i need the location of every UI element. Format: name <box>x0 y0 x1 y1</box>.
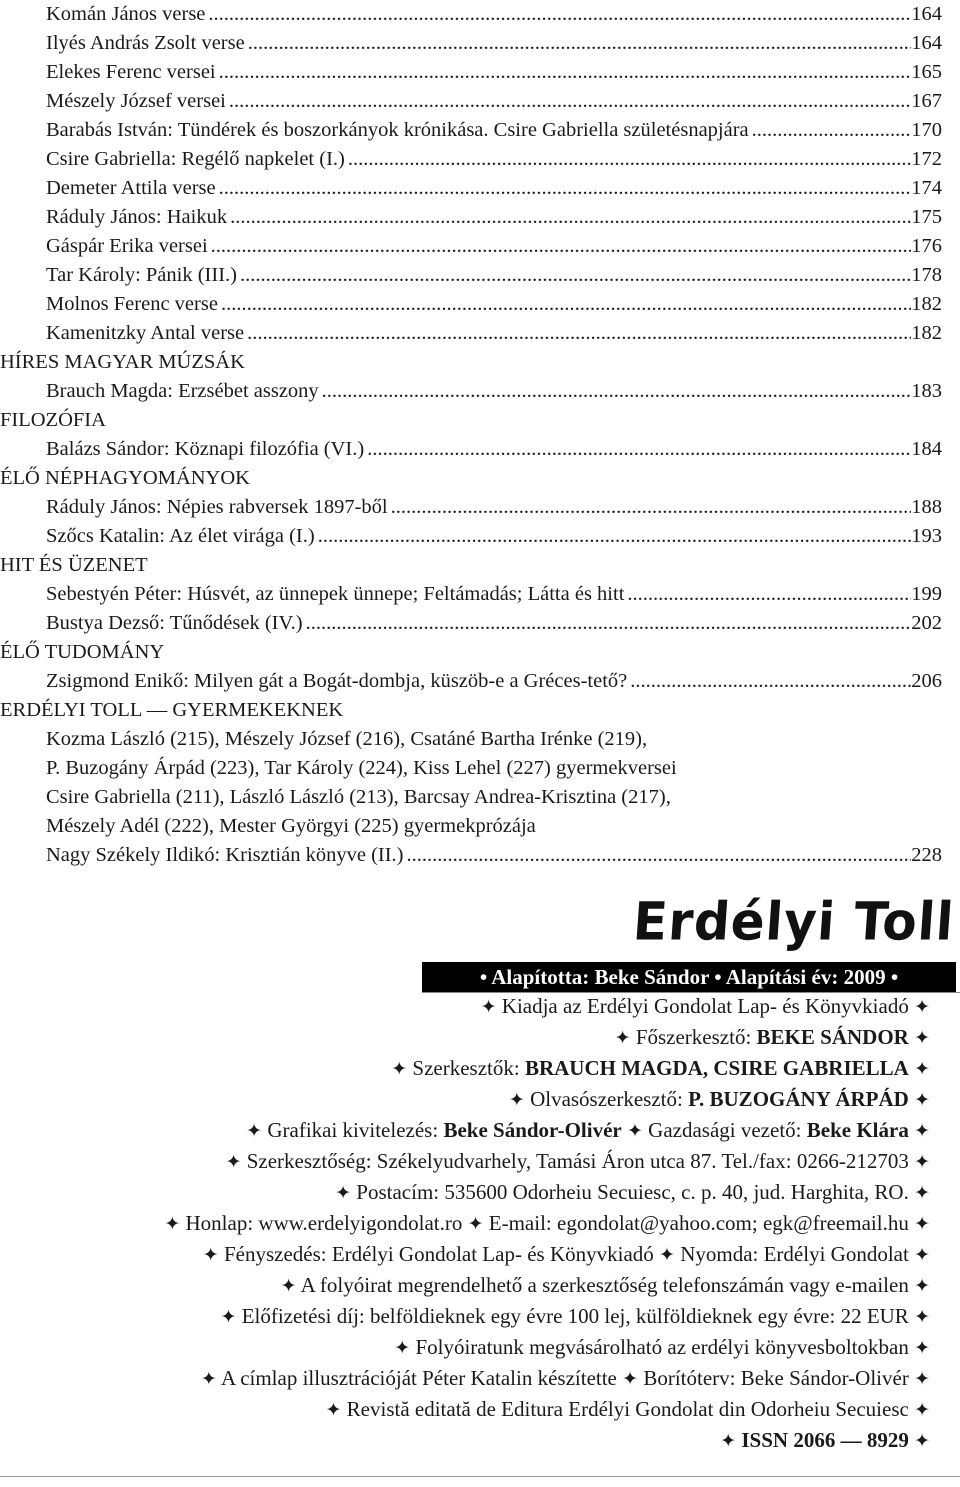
toc-entry <box>0 493 960 522</box>
toc-entry <box>0 812 960 841</box>
entry-title: Kozma László (215), Mészely József (216), Csatáné Bartha Irénke (219), <box>46 728 648 750</box>
dot-leader <box>221 290 911 319</box>
star-icon: ✦ <box>325 1399 342 1421</box>
toc-entry <box>0 116 960 145</box>
dot-leader <box>322 377 912 406</box>
dot-leader <box>752 116 912 145</box>
dot-leader <box>219 58 912 87</box>
dot-leader <box>348 145 911 174</box>
toc-entry <box>0 290 960 319</box>
dot-leader <box>318 522 912 551</box>
section-title: FILOZÓFIA <box>0 409 106 431</box>
page-number: 228 <box>911 844 942 866</box>
entry-title: Ilyés András Zsolt verse <box>46 32 245 54</box>
toc-entry <box>0 261 960 290</box>
colophon-text: Főszerkesztő: <box>635 1025 757 1049</box>
page-number: 193 <box>911 525 942 547</box>
star-icon: ✦ <box>335 1182 352 1204</box>
colophon-line <box>0 1115 930 1146</box>
colophon <box>0 991 930 1456</box>
colophon-text: Borítóterv: Beke Sándor-Olivér <box>643 1366 909 1390</box>
toc-section-heading <box>0 638 960 667</box>
dot-leader <box>211 232 912 261</box>
colophon-emphasis: ISSN 2066 — 8929 <box>741 1428 909 1452</box>
entry-title: Barabás István: Tündérek és boszorkányok krónikása. Csire Gabriella születésnapjára <box>46 119 749 141</box>
entry-title: Csire Gabriella: Regélő napkelet (I.) <box>46 148 345 170</box>
star-icon: ✦ <box>914 1151 930 1173</box>
entry-title: Szőcs Katalin: Az élet virága (I.) <box>46 525 315 547</box>
colophon-line <box>0 1301 930 1332</box>
section-title: ÉLŐ TUDOMÁNY <box>0 641 165 663</box>
colophon-text: Olvasószerkesztő: <box>530 1087 689 1111</box>
page-number: 164 <box>911 3 942 25</box>
entry-title: Tar Károly: Pánik (III.) <box>46 264 237 286</box>
colophon-text: Nyomda: Erdélyi Gondolat <box>680 1242 909 1266</box>
star-icon: ✦ <box>246 1120 263 1142</box>
dot-leader <box>208 0 911 29</box>
star-icon: ✦ <box>391 1058 408 1080</box>
dot-leader <box>367 435 911 464</box>
entry-title: Sebestyén Péter: Húsvét, az ünnepek ünnepe; Feltámadás; Látta és hitt <box>46 583 625 605</box>
star-icon: ✦ <box>720 1430 737 1452</box>
colophon-text: Postacím: 535600 Odorheiu Secuiesc, c. p. 40, jud. Harghita, RO. <box>356 1180 909 1204</box>
colophon-emphasis: BEKE SÁNDOR <box>756 1025 909 1049</box>
star-icon: ✦ <box>914 1027 930 1049</box>
toc-section-heading <box>0 551 960 580</box>
star-icon: ✦ <box>914 1306 930 1328</box>
star-icon: ✦ <box>914 1182 930 1204</box>
entry-title: Csire Gabriella (211), László László (213), Barcsay Andrea-Krisztina (217), <box>46 786 671 808</box>
page-number: 164 <box>911 32 942 54</box>
star-icon: ✦ <box>480 996 497 1018</box>
toc-entry <box>0 145 960 174</box>
founder-bar: • Alapította: Beke Sándor • Alapítási év: 2009 • <box>422 962 956 992</box>
star-icon: ✦ <box>914 1430 930 1452</box>
toc-section-heading <box>0 696 960 725</box>
entry-title: Mészely Adél (222), Mester Györgyi (225) gyermekprózája <box>46 815 536 837</box>
colophon-text: E-mail: egondolat@yahoo.com; egk@freemail.hu <box>488 1211 909 1235</box>
dot-leader <box>248 29 912 58</box>
entry-title: Balázs Sándor: Köznapi filozófia (VI.) <box>46 438 365 460</box>
toc-entry <box>0 232 960 261</box>
star-icon: ✦ <box>202 1244 219 1266</box>
entry-title: Ráduly János: Népies rabversek 1897-ből <box>46 496 388 518</box>
page-number: 184 <box>911 438 942 460</box>
entry-title: Bustya Dezső: Tűnődések (IV.) <box>46 612 303 634</box>
star-icon: ✦ <box>622 1368 639 1390</box>
star-icon: ✦ <box>914 1058 930 1080</box>
colophon-text: Szerkesztőség: Székelyudvarhely, Tamási Áron utca 87. Tel./fax: 0266-212703 <box>246 1149 909 1173</box>
page-number: 202 <box>911 612 942 634</box>
page-number: 176 <box>911 235 942 257</box>
colophon-text: Kiadja az Erdélyi Gondolat Lap- és Könyvkiadó <box>501 994 909 1018</box>
toc-entry <box>0 841 960 870</box>
colophon-line <box>0 1239 930 1270</box>
entry-title: Molnos Ferenc verse <box>46 293 218 315</box>
dot-leader <box>219 174 912 203</box>
star-icon: ✦ <box>914 1120 930 1142</box>
star-icon: ✦ <box>508 1089 525 1111</box>
page-number: 182 <box>911 322 942 344</box>
colophon-text: Honlap: www.erdelyigondolat.ro <box>185 1211 463 1235</box>
star-icon: ✦ <box>914 1368 930 1390</box>
dot-leader <box>391 493 912 522</box>
toc-entry <box>0 0 960 29</box>
colophon-line <box>0 1394 930 1425</box>
section-title: ERDÉLYI TOLL — GYERMEKEKNEK <box>0 699 344 721</box>
entry-title: Mészely József versei <box>46 90 226 112</box>
colophon-line <box>0 1053 930 1084</box>
dot-leader <box>306 609 912 638</box>
toc-entry <box>0 725 960 754</box>
toc-entry <box>0 580 960 609</box>
toc-entry <box>0 435 960 464</box>
colophon-line <box>0 1425 930 1456</box>
page-number: 199 <box>911 583 942 605</box>
colophon-text: Folyóiratunk megvásárolható az erdélyi könyvesboltokban <box>415 1335 909 1359</box>
toc-entry <box>0 609 960 638</box>
star-icon: ✦ <box>914 1089 930 1111</box>
dot-leader <box>240 261 911 290</box>
colophon-emphasis: P. BUZOGÁNY ÁRPÁD <box>688 1087 909 1111</box>
star-icon: ✦ <box>914 1213 930 1235</box>
toc-entry <box>0 667 960 696</box>
dot-leader <box>407 841 912 870</box>
entry-title: Nagy Székely Ildikó: Krisztián könyve (II.) <box>46 844 404 866</box>
erdelyi-toll-logo: Erdélyi Toll <box>631 891 957 953</box>
entry-title: Kamenitzky Antal verse <box>46 322 245 344</box>
page-number: 172 <box>911 148 942 170</box>
dot-leader <box>230 203 911 232</box>
colophon-line <box>0 1208 930 1239</box>
star-icon: ✦ <box>394 1337 411 1359</box>
colophon-line <box>0 1177 930 1208</box>
star-icon: ✦ <box>914 996 930 1018</box>
entry-title: Elekes Ferenc versei <box>46 61 216 83</box>
section-title: HIT ÉS ÜZENET <box>0 554 148 576</box>
entry-title: Komán János verse <box>46 3 206 25</box>
page-number: 182 <box>911 293 942 315</box>
colophon-text: A folyóirat megrendelhető a szerkesztőség telefonszámán vagy e-mailen <box>300 1273 909 1297</box>
toc-entry <box>0 783 960 812</box>
colophon-text: Szerkesztők: <box>412 1056 525 1080</box>
star-icon: ✦ <box>467 1213 484 1235</box>
entry-title: Gáspár Erika versei <box>46 235 208 257</box>
colophon-text: Grafikai kivitelezés: <box>267 1118 444 1142</box>
colophon-line <box>0 1084 930 1115</box>
colophon-emphasis: Beke Sándor-Olivér <box>443 1118 622 1142</box>
toc-entry <box>0 377 960 406</box>
colophon-text: A címlap illusztrációját Péter Katalin készítette <box>220 1366 617 1390</box>
toc-section-heading <box>0 348 960 377</box>
colophon-line <box>0 1363 930 1394</box>
dot-leader <box>630 667 911 696</box>
entry-title: Demeter Attila verse <box>46 177 216 199</box>
dot-leader <box>229 87 911 116</box>
star-icon: ✦ <box>626 1120 643 1142</box>
section-title: ÉLŐ NÉPHAGYOMÁNYOK <box>0 467 250 489</box>
dot-leader <box>627 580 911 609</box>
toc-entry <box>0 29 960 58</box>
colophon-line <box>0 1146 930 1177</box>
colophon-text: Revistă editată de Editura Erdélyi Gondolat din Odorheiu Secuiesc <box>346 1397 909 1421</box>
colophon-text: Előfizetési díj: belföldieknek egy évre 100 lej, külföldieknek egy évre: 22 EUR <box>241 1304 909 1328</box>
page-number: 206 <box>911 670 942 692</box>
star-icon: ✦ <box>225 1151 242 1173</box>
star-icon: ✦ <box>220 1306 237 1328</box>
page-number: 167 <box>911 90 942 112</box>
entry-title: Brauch Magda: Erzsébet asszony <box>46 380 319 402</box>
page-number: 165 <box>911 61 942 83</box>
section-title: HÍRES MAGYAR MÚZSÁK <box>0 351 245 373</box>
page-number: 188 <box>911 496 942 518</box>
entry-title: P. Buzogány Árpád (223), Tar Károly (224), Kiss Lehel (227) gyermekversei <box>46 757 677 779</box>
page-number: 174 <box>911 177 942 199</box>
star-icon: ✦ <box>914 1399 930 1421</box>
toc-entry <box>0 522 960 551</box>
star-icon: ✦ <box>914 1275 930 1297</box>
colophon-emphasis: BRAUCH MAGDA, CSIRE GABRIELLA <box>524 1056 909 1080</box>
colophon-text: Gazdasági vezető: <box>648 1118 807 1142</box>
toc-entry <box>0 174 960 203</box>
toc-entry <box>0 319 960 348</box>
colophon-text: Fényszedés: Erdélyi Gondolat Lap- és Könyvkiadó <box>223 1242 654 1266</box>
star-icon: ✦ <box>280 1275 297 1297</box>
colophon-line <box>0 1270 930 1301</box>
toc-entry <box>0 754 960 783</box>
dot-leader <box>247 319 911 348</box>
entry-title: Ráduly János: Haikuk <box>46 206 228 228</box>
star-icon: ✦ <box>914 1244 930 1266</box>
toc-section-heading <box>0 406 960 435</box>
toc-entry <box>0 203 960 232</box>
colophon-line <box>0 1332 930 1363</box>
page-number: 178 <box>911 264 942 286</box>
star-icon: ✦ <box>164 1213 181 1235</box>
colophon-emphasis: Beke Klára <box>806 1118 909 1142</box>
colophon-line <box>0 991 930 1022</box>
footer-divider <box>0 1476 960 1477</box>
toc-section-heading <box>0 464 960 493</box>
entry-title: Zsigmond Enikő: Milyen gát a Bogát-dombja, küszöb-e a Gréces-tető? <box>46 670 628 692</box>
page-number: 170 <box>911 119 942 141</box>
page-number: 175 <box>911 206 942 228</box>
star-icon: ✦ <box>914 1337 930 1359</box>
star-icon: ✦ <box>200 1368 217 1390</box>
page-number: 183 <box>911 380 942 402</box>
star-icon: ✦ <box>614 1027 631 1049</box>
toc-entry <box>0 58 960 87</box>
colophon-line <box>0 1022 930 1053</box>
toc-entry <box>0 87 960 116</box>
star-icon: ✦ <box>659 1244 675 1266</box>
